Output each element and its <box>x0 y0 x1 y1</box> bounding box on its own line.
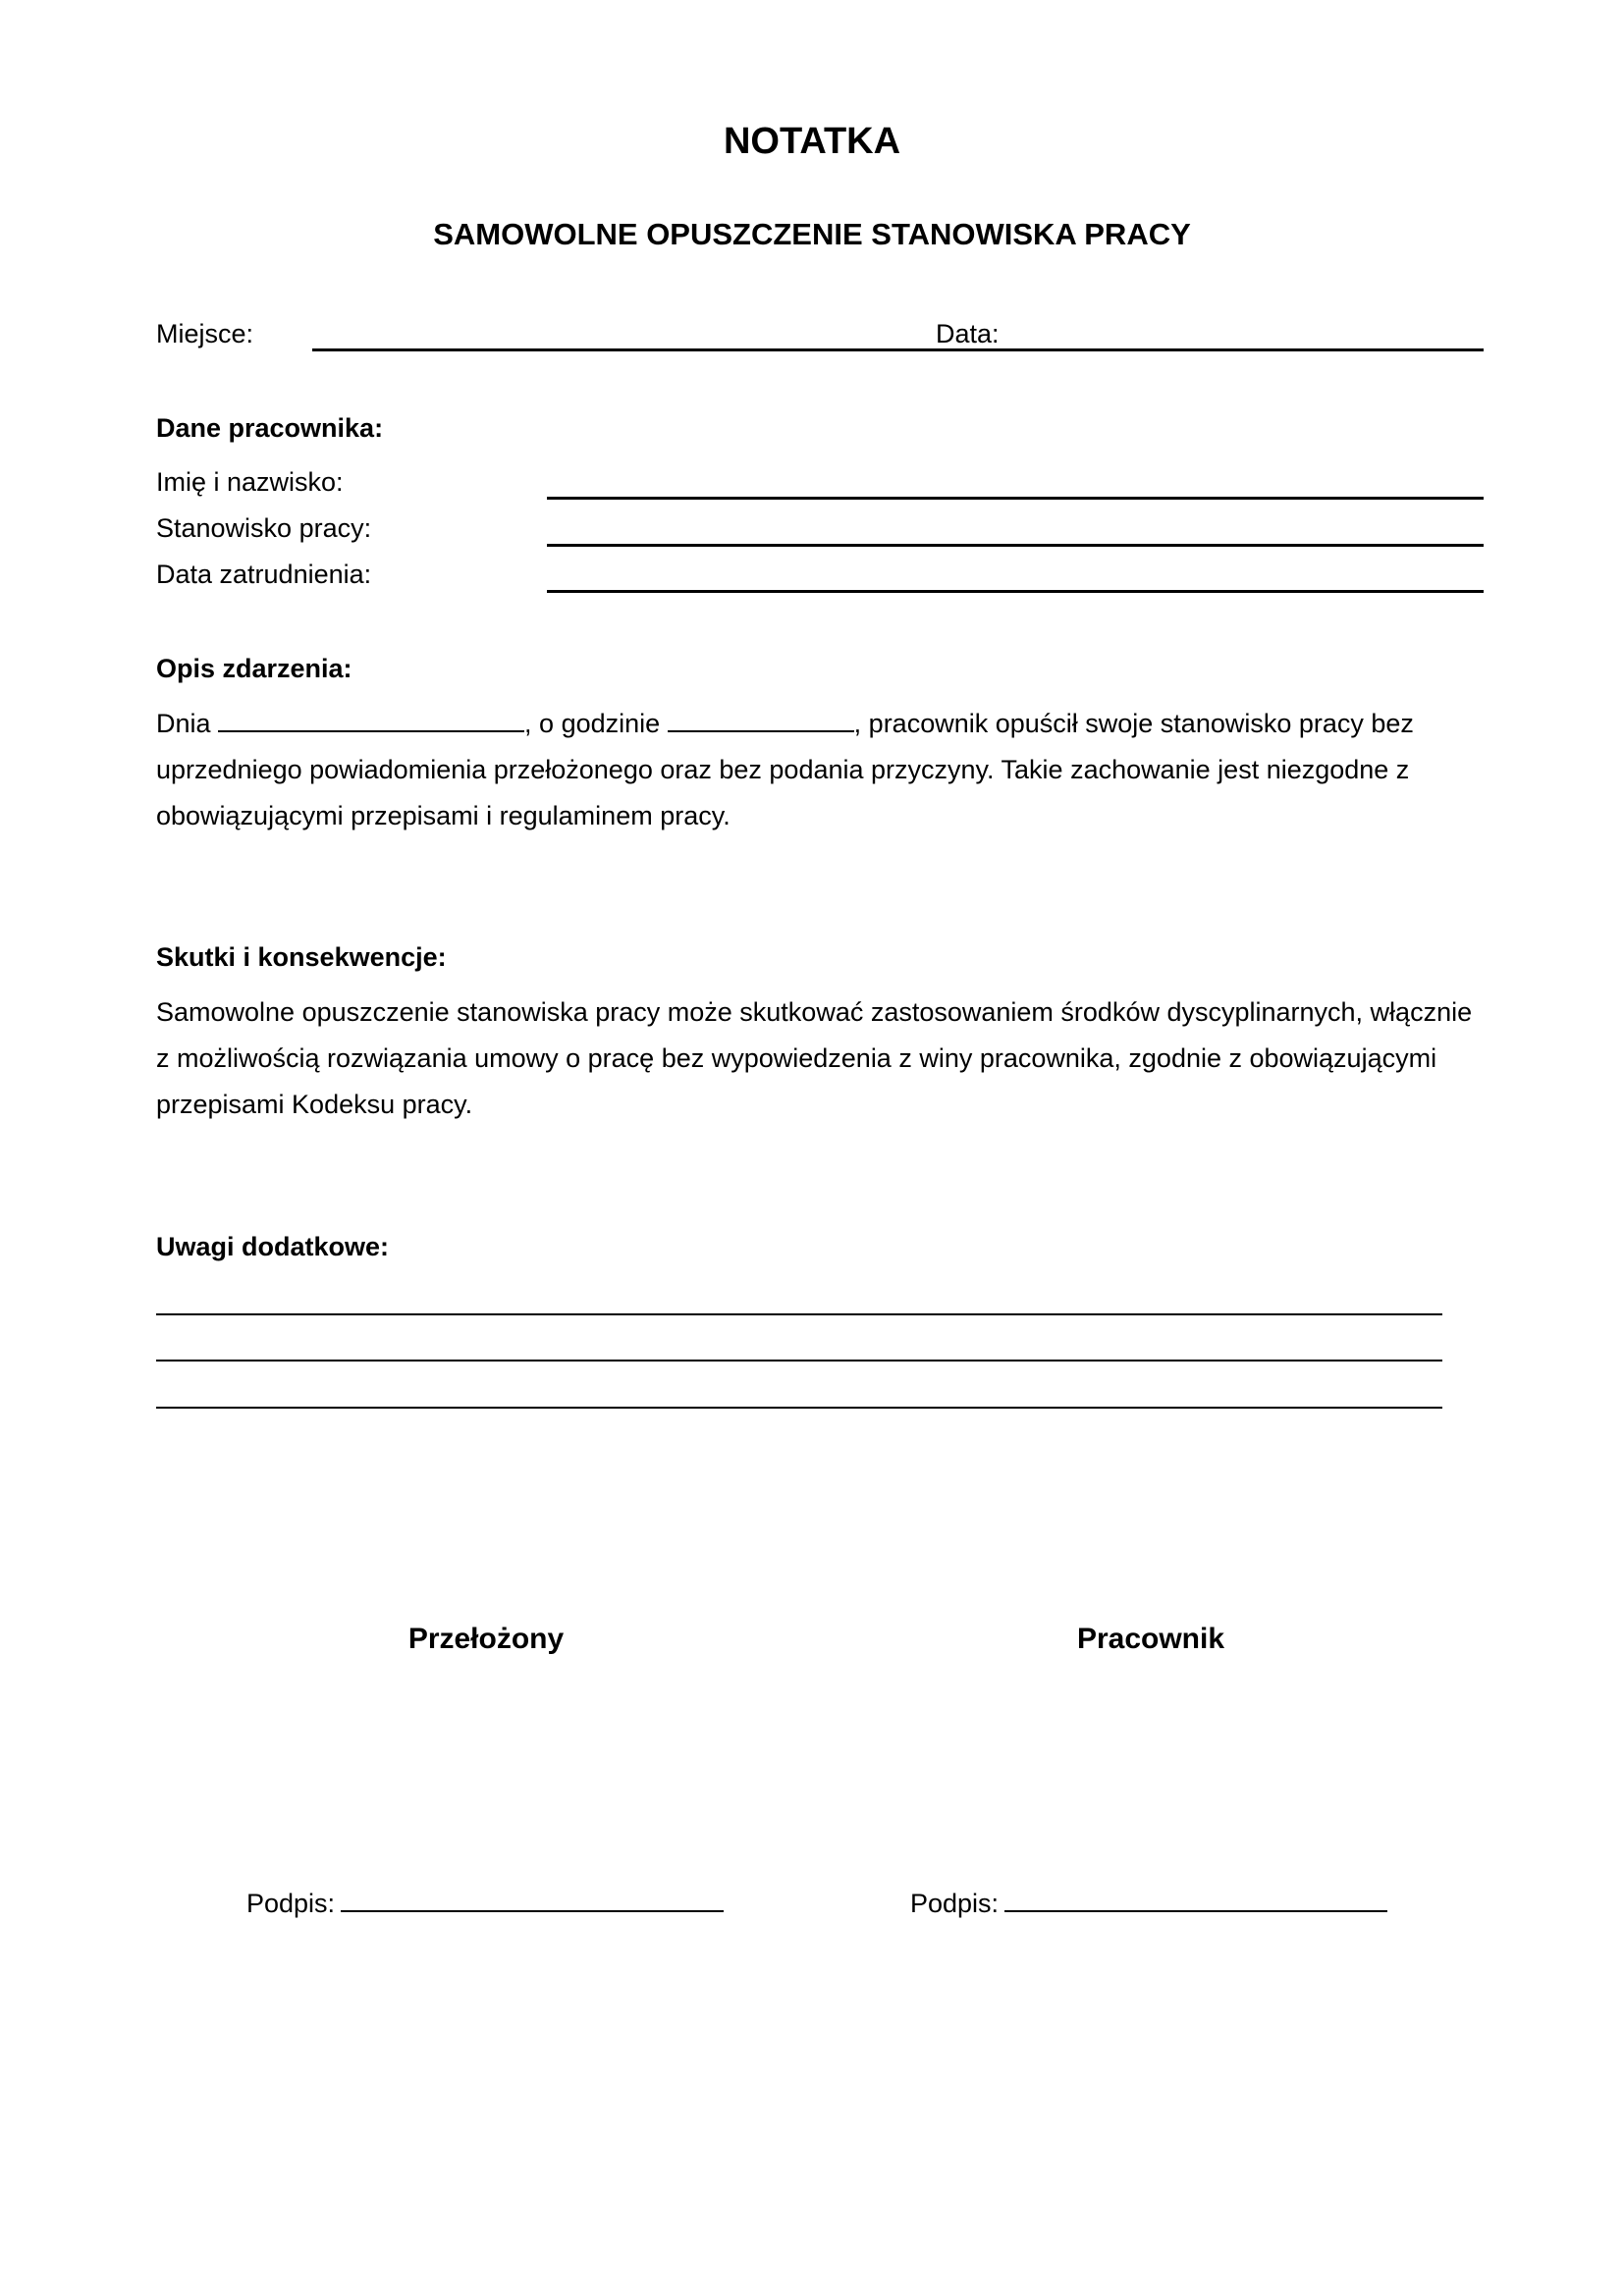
consequences-paragraph: Samowolne opuszczenie stanowiska pracy może skutkować zastosowaniem środków dyscyplinarnych, włącznie z możliwością rozwiązania umowy o pracę bez wypowiedzenia z winy pracownika, zgodnie z obowiązującymi przepisami Kodeksu pracy. <box>156 997 1473 1119</box>
notes-line[interactable] <box>156 1313 1442 1315</box>
supervisor-signature-field <box>246 1886 724 1921</box>
notes-heading: Uwagi dodatkowe: <box>156 1232 390 1261</box>
position-label: Stanowisko pracy: <box>156 513 372 543</box>
name-label: Imię i nazwisko: <box>156 467 344 497</box>
incident-date-blank[interactable] <box>218 705 524 732</box>
incident-rest-text: , pracownik opuścił swoje stanowisko pracy bez uprzedniego powiadomienia przełożonego oraz bez podania przyczyny. Takie zachowanie jest niezgodne z obowiązującymi przepisami i regulaminem pracy. <box>156 709 1414 830</box>
supervisor-signature-label: Podpis: <box>246 1889 336 1918</box>
supervisor-signature-line[interactable] <box>341 1887 724 1912</box>
incident-heading: Opis zdarzenia: <box>156 654 352 683</box>
place-label: Miejsce: <box>156 319 254 348</box>
employee-heading: Dane pracownika: <box>156 413 384 443</box>
hire-date-label: Data zatrudnienia: <box>156 560 372 589</box>
employee-signature-caption: Podpis: <box>910 1889 1000 1918</box>
place-date-line[interactable] <box>312 348 1484 351</box>
employee-signature-line[interactable] <box>1004 1887 1387 1912</box>
supervisor-label: Przełożony <box>407 1623 565 1655</box>
document-title: NOTATKA <box>723 121 901 162</box>
position-field-line[interactable] <box>547 544 1484 547</box>
incident-prefix: Dnia <box>156 709 211 738</box>
hire-date-field-line[interactable] <box>547 590 1484 593</box>
consequences-heading: Skutki i konsekwencje: <box>156 942 447 972</box>
employee-signature-label: Pracownik <box>1076 1623 1225 1655</box>
notes-line[interactable] <box>156 1360 1442 1362</box>
notes-line[interactable] <box>156 1407 1442 1409</box>
name-field-line[interactable] <box>547 497 1484 500</box>
document-subtitle: SAMOWOLNE OPUSZCZENIE STANOWISKA PRACY <box>433 217 1191 251</box>
incident-paragraph <box>156 701 1491 839</box>
incident-time-text: , o godzinie <box>524 709 661 738</box>
date-label: Data: <box>936 319 1000 348</box>
employee-signature-field <box>910 1886 1387 1921</box>
incident-time-blank[interactable] <box>668 705 854 732</box>
